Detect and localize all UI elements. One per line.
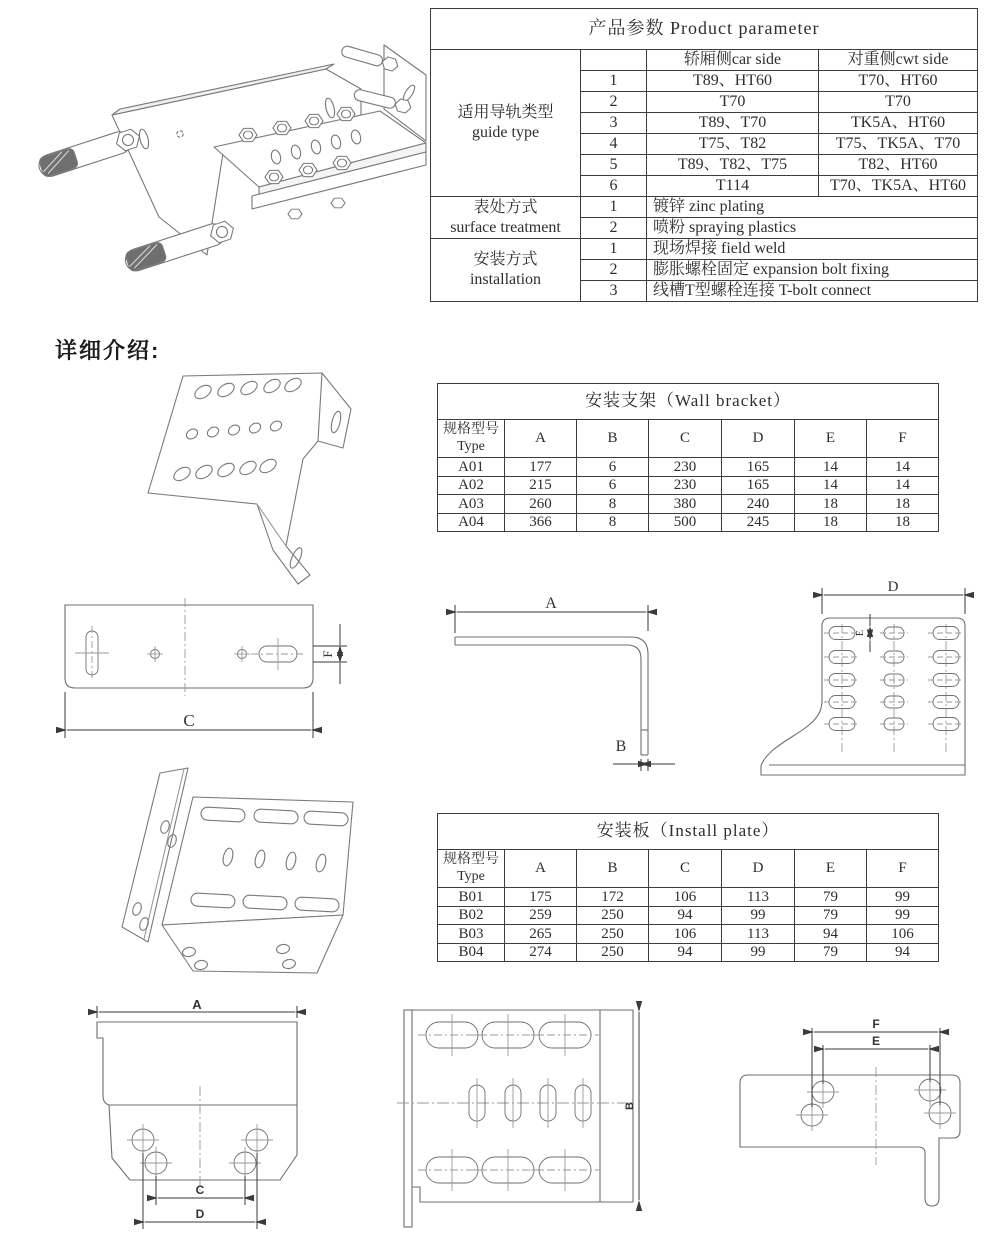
install-plate-table-title: 安装板（Install plate） [438,814,939,850]
table-row: 3 T89、T70 TK5A、HT60 [431,113,978,134]
surface-treatment-label: 表处方式 surface treatment [431,197,581,239]
table-title-row [431,9,978,50]
install-plate-table [437,813,939,962]
install-plate-top-view [723,1003,995,1208]
table-row: 6 T114 T70、TK5A、HT60 [431,176,978,197]
dim-label-b: B [615,738,627,755]
dim-label-d: D [887,579,899,595]
wall-bracket-table-title: 安装支架（Wall bracket） [438,384,939,420]
table-row: B01 175 172 106 113 79 99 [438,888,939,907]
table-row: 4 T75、T82 T75、TK5A、T70 [431,134,978,155]
table-row: B02 259 250 94 99 79 99 [438,906,939,925]
col-car-side: 轿厢侧car side [647,50,819,71]
dim-label-e: E [855,629,866,637]
installation-label: 安装方式 installation [431,239,581,302]
table-row: B03 265 250 106 113 94 106 [438,925,939,944]
assembly-3d-drawing [8,18,428,310]
dim-label-e: E [871,1034,881,1048]
table-row: 1 T89、HT60 T70、HT60 [431,71,978,92]
wall-bracket-top-view [45,590,375,760]
expansion-anchor-upper [36,126,143,179]
table-row: 2 喷粉 spraying plastics [431,218,978,239]
table-header-row: 规格型号 Type A B C D E F [438,850,939,888]
table-header-row: 规格型号 Type A B C D E F [438,420,939,458]
table-row: 安装方式 installation 1 现场焊接 field weld [431,239,978,260]
wall-bracket-table [437,383,939,532]
dim-label-a: A [192,998,202,1012]
type-header: 规格型号 Type [438,420,505,458]
install-plate-iso-drawing [113,757,390,992]
type-header: 规格型号 Type [438,850,505,888]
table-title-row [438,814,939,850]
dim-label-c: C [183,711,195,730]
product-parameter-table [430,8,978,302]
table-row: A04 366 8 500 245 18 18 [438,513,939,532]
table-row: A02 215 6 230 165 14 14 [438,476,939,495]
table-row: A03 260 8 380 240 18 18 [438,495,939,514]
dim-label-c: C [195,1183,205,1197]
table-title-row [438,384,939,420]
dim-label-a: A [545,595,557,612]
product-table-title: 产品参数 Product parameter [431,9,978,50]
guide-type-label: 适用导轨类型 guide type [431,50,581,197]
table-row [431,50,978,71]
wall-bracket-front-view [753,576,998,786]
detail-heading: 详细介绍: [55,338,161,363]
wall-bracket-side-view [435,583,690,778]
install-plate-front-view [58,998,340,1246]
dim-label-f: F [320,650,335,658]
dim-label-f: F [872,1017,880,1031]
table-row: A01 177 6 230 165 14 14 [438,458,939,477]
table-row: B04 274 250 94 99 79 94 [438,943,939,962]
table-row: 2 T70 T70 [431,92,978,113]
install-plate-face-view [393,998,645,1240]
table-row: 2 膨胀螺栓固定 expansion bolt fixing [431,260,978,281]
table-row: 5 T89、T82、T75 T82、HT60 [431,155,978,176]
dim-label-d: D [195,1207,205,1221]
col-cwt-side: 对重侧cwt side [819,50,978,71]
table-row: 表处方式 surface treatment 1 镀锌 zinc plating [431,197,978,218]
table-row: 3 线槽T型螺栓连接 T-bolt connect [431,281,978,302]
dim-label-b: B [624,1102,636,1110]
wall-bracket-iso-drawing [140,360,390,588]
